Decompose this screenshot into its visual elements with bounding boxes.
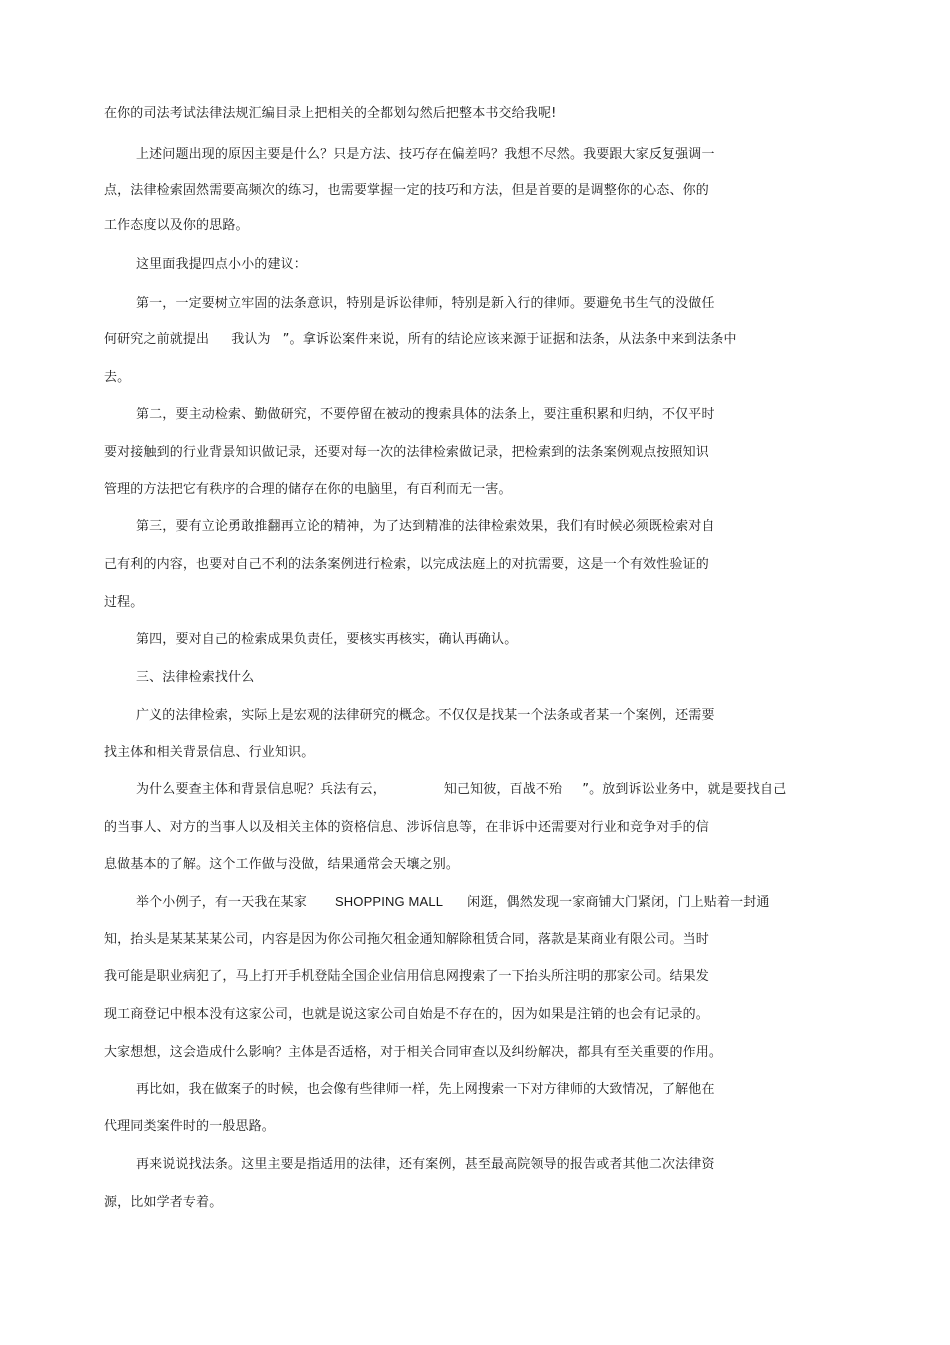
text-line: 己有利的内容，也要对自己不利的法条案例进行检索，以完成法庭上的对抗需要，这是一个有效性验证的 — [104, 557, 709, 572]
text-segment: 为什么要查主体和背景信息呢？兵法有云， — [136, 782, 386, 797]
paragraph-first-line: 第一，一定要树立牢固的法条意识，特别是诉讼律师，特别是新入行的律师。要避免书生气的没做任 — [136, 296, 715, 311]
text-line: 管理的方法把它有秩序的合理的储存在你的电脑里，有百利而无一害。 — [104, 482, 512, 497]
paragraph-first-line: 再来说说找法条。这里主要是指适用的法律，还有案例，甚至最高院领导的报告或者其他二次法律资 — [136, 1157, 715, 1172]
text-line: 知，抬头是某某某某公司，内容是因为你公司拖欠租金通知解除租赁合同，落款是某商业有限公司。当时 — [104, 932, 709, 947]
text-segment: ”。放到诉讼业务中，就是要找自己 — [582, 782, 787, 797]
text-line: 息做基本的了解。这个工作做与没做，结果通常会天壤之别。 — [104, 857, 460, 872]
text-line: 找主体和相关背景信息、行业知识。 — [104, 745, 315, 760]
text-line — [104, 331, 737, 349]
paragraph-first-line: 这里面我提四点小小的建议： — [136, 257, 307, 272]
text-segment: 闲逛，偶然发现一家商铺大门紧闭，门上贴着一封通 — [467, 895, 770, 910]
paragraph-first-line: 第四，要对自己的检索成果负责任，要核实再核实，确认再确认。 — [136, 632, 518, 647]
paragraph-first-line: 上述问题出现的原因主要是什么？只是方法、技巧存在偏差吗？我想不尽然。我要跟大家反复强调一 — [136, 147, 715, 162]
text-line: 去。 — [104, 370, 131, 385]
text-segment: 举个小例子，有一天我在某家 — [136, 895, 307, 910]
text-line: 点，法律检索固然需要高频次的练习，也需要掌握一定的技巧和方法，但是首要的是调整你的心态、你的 — [104, 183, 709, 198]
section-heading: 三、法律检索找什么 — [136, 670, 255, 685]
text-line: 代理同类案件时的一般思路。 — [104, 1119, 275, 1134]
text-line: 在你的司法考试法律法规汇编目录上把相关的全都划勾然后把整本书交给我呢! — [104, 106, 557, 121]
text-line: 工作态度以及你的思路。 — [104, 218, 249, 233]
text-line: 源，比如学者专着。 — [104, 1195, 223, 1210]
text-segment: 何研究之前就提出 — [104, 332, 210, 347]
quoted-text: 知己知彼，百战不殆 — [443, 782, 563, 797]
text-line: 过程。 — [104, 595, 144, 610]
paragraph-first-line: 再比如，我在做案子的时候，也会像有些律师一样，先上网搜索一下对方律师的大致情况，了解他在 — [136, 1082, 715, 1097]
paragraph-first-line: 广义的法律检索，实际上是宏观的法律研究的概念。不仅仅是找某一个法条或者某一个案例，还需要 — [136, 708, 715, 723]
paragraph-first-line: 第二，要主动检索、勤做研究，不要停留在被动的搜索具体的法条上，要注重积累和归纳，不仅平时 — [136, 407, 715, 422]
text-line: 现工商登记中根本没有这家公司，也就是说这家公司自始是不存在的，因为如果是注销的也会有记录的。 — [104, 1007, 709, 1022]
paragraph-first-line: 第三，要有立论勇敢推翻再立论的精神，为了达到精准的法律检索效果，我们有时候必须既检索对自 — [136, 519, 715, 534]
text-line: 我可能是职业病犯了，马上打开手机登陆全国企业信用信息网搜索了一下抬头所注明的那家公司。结果发 — [104, 969, 709, 984]
quoted-text: 我认为 — [231, 332, 271, 347]
text-segment: ”。拿诉讼案件来说，所有的结论应该来源于证据和法条，从法条中来到法条中 — [282, 332, 737, 347]
text-line: 的当事人、对方的当事人以及相关主体的资格信息、涉诉信息等，在非诉中还需要对行业和竞争对手的信 — [104, 820, 709, 835]
text-line: 大家想想，这会造成什么影响？主体是否适格，对于相关合同审查以及纠纷解决，都具有至关重要的作用。 — [104, 1045, 723, 1060]
paragraph-first-line — [136, 781, 786, 799]
paragraph-first-line — [136, 893, 770, 912]
latin-text: SHOPPING MALL — [334, 894, 444, 909]
text-line: 要对接触到的行业背景知识做记录，还要对每一次的法律检索做记录，把检索到的法条案例观点按照知识 — [104, 445, 709, 460]
